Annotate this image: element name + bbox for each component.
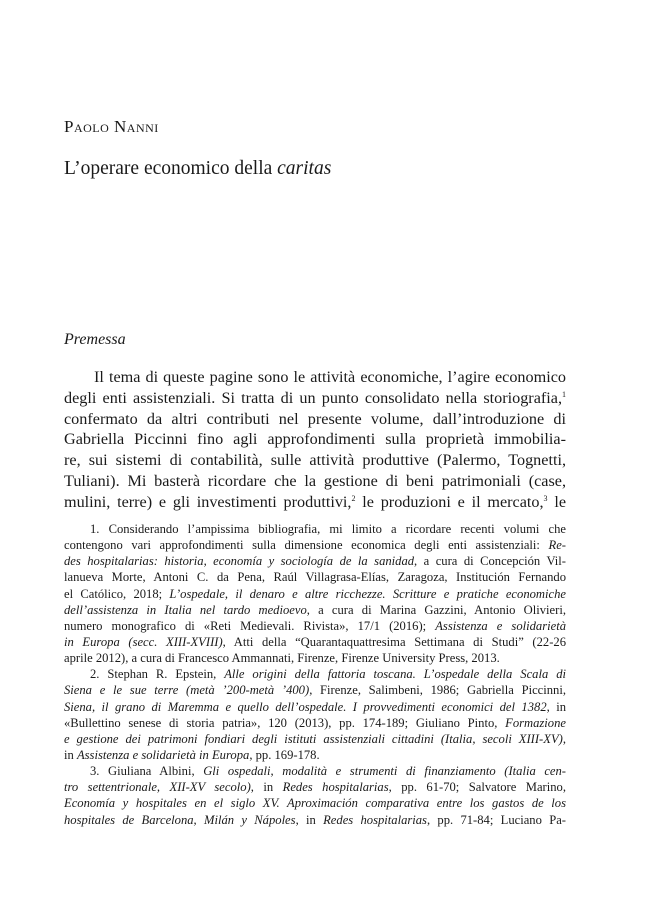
- footnote-line: [64, 618, 566, 634]
- footnote-line: [64, 812, 566, 828]
- italic-text: L’ospedale, il denaro e altre ricchezze. Scritture e pratiche economiche: [169, 586, 566, 601]
- footnote-line: [64, 569, 566, 585]
- footnote-line: [64, 747, 566, 763]
- footnote-line: [64, 553, 566, 569]
- text-run: Gabriella Piccinni fino agli approfondimenti sulla proprietà immobilia-: [64, 430, 566, 449]
- italic-text: Redes hospitalarias: [282, 780, 389, 795]
- text-run: mulini, terre) e gli investimenti produttivi,: [64, 492, 352, 511]
- chapter-title-main: L’operare economico della: [64, 158, 278, 179]
- footnote-line: [64, 521, 566, 537]
- italic-text: Redes hospitalarias: [323, 812, 427, 827]
- footnote-ref: 2: [351, 493, 356, 503]
- body-line: [64, 388, 566, 409]
- text-run: le: [547, 492, 567, 511]
- body-line: [64, 450, 566, 471]
- footnote-line: [64, 602, 566, 618]
- body-line: [64, 429, 566, 450]
- italic-text: in Europa (secc. XIII-XVIII): [64, 634, 223, 649]
- text-run: ,: [562, 731, 566, 746]
- text-run: confermato da altri contributi nel presente volume, dall’introduzione di: [64, 409, 566, 428]
- text-run: re, sui sistemi di contabilità, sulle attività produttive (Palermo, Tognetti,: [64, 451, 566, 470]
- footnote-line: [64, 795, 566, 811]
- footnote-line: [64, 682, 566, 698]
- text-run: , a cura di Marina Gazzini, Antonio Olivieri,: [306, 602, 566, 617]
- footnote-line: [64, 715, 566, 731]
- text-run: , in: [250, 780, 283, 795]
- italic-text: Siena, il grano di Maremma e quello dell’ospedale. I provvedimenti economici del 1382: [64, 699, 547, 714]
- section-heading: Premessa: [64, 331, 126, 348]
- italic-text: Re-: [548, 538, 566, 553]
- italic-text: Assistenza e solidarietà: [435, 618, 566, 633]
- footnote-line: [64, 650, 566, 666]
- text-run: , Firenze, Salimbeni, 1986; Gabriella Piccinni,: [309, 683, 567, 698]
- italic-text: e gestione dei patrimoni fondiari degli istituti assistenziali cittadini (Italia, secoli XIII-XV): [64, 731, 563, 746]
- footnotes: [64, 521, 566, 828]
- text-run: , Atti della “Quarantaquattresima Settimana di Studi” (22-26: [222, 634, 567, 649]
- italic-text: hospitales de Barcelona, Milán y Nápoles: [64, 812, 296, 827]
- text-run: in: [64, 747, 77, 762]
- body-line: [64, 367, 566, 388]
- text-run: lanueva Morte, Antoni C. da Pena, Raúl Villagrasa-Elías, Zaragoza, Institución Fernando: [64, 570, 566, 585]
- italic-text: des hospitalarias: historia, economía y sociología de la sanidad: [64, 554, 415, 569]
- chapter-title-italic: caritas: [277, 158, 332, 179]
- italic-text: Formazione: [505, 715, 566, 730]
- italic-text: Economía y hospitales en el siglo XV. Aproximación comparativa entre los gastos de los: [64, 796, 566, 811]
- italic-text: Assistenza e solidarietà in Europa: [76, 747, 250, 762]
- text-run: numero monografico di «Reti Medievali. Rivista», 17/1 (2016);: [64, 618, 436, 633]
- text-run: aprile 2012), a cura di Francesco Ammannati, Firenze, Firenze University Press, 2013.: [64, 651, 500, 666]
- text-run: le produzioni e il mercato,: [355, 492, 544, 511]
- body-line: [64, 471, 566, 492]
- text-run: 2. Stephan R. Epstein,: [90, 667, 225, 682]
- text-run: , pp. 61-70; Salvatore Marino,: [388, 780, 566, 795]
- footnote-line: [64, 586, 566, 602]
- footnote-ref: 3: [543, 493, 548, 503]
- text-run: , a cura di Concepción Vil-: [414, 554, 566, 569]
- footnote-line: [64, 731, 566, 747]
- chapter-title: [64, 158, 331, 180]
- footnote-line: [64, 634, 566, 650]
- footnote-line: [64, 763, 566, 779]
- italic-text: Siena e le sue terre (metà ’200-metà ’400): [64, 683, 310, 698]
- text-run: degli enti assistenziali. Si tratta di un punto consolidato nella storiografia,: [64, 388, 562, 407]
- text-run: Tuliani). Mi basterà ricordare che la gestione di beni patrimoniali (case,: [64, 471, 566, 490]
- footnote-line: [64, 666, 566, 682]
- italic-text: Gli ospedali, modalità e strumenti di finanziamento (Italia cen-: [203, 764, 566, 779]
- italic-text: dell’assistenza in Italia nel tardo medioevo: [64, 602, 307, 617]
- text-run: , in: [546, 699, 566, 714]
- body-line: [64, 492, 566, 513]
- text-run: «Bullettino senese di storia patria», 120 (2013), pp. 174-189; Giuliano Pinto,: [64, 715, 506, 730]
- text-run: , in: [295, 812, 324, 827]
- text-run: 1. Considerando l’ampissima bibliografia, mi limito a ricordare recenti volumi che: [90, 522, 566, 536]
- italic-text: Alle origini della fattoria toscana. L’ospedale della Scala di: [224, 667, 566, 682]
- body-paragraph: [64, 367, 566, 513]
- footnote-line: [64, 779, 566, 795]
- body-line: [64, 409, 566, 430]
- text-run: Il tema di queste pagine sono le attività economiche, l’agire economico: [94, 368, 566, 386]
- text-run: el Católico, 2018;: [64, 586, 170, 601]
- chapter-author: Paolo Nanni: [64, 117, 159, 136]
- text-run: , pp. 71-84; Luciano Pa-: [426, 812, 566, 827]
- text-run: contengono vari approfondimenti sulla dimensione economica degli enti assistenziali:: [64, 538, 549, 553]
- footnote-line: [64, 699, 566, 715]
- italic-text: tro settentrionale, XII-XV secolo): [64, 780, 251, 795]
- text-run: 3. Giuliana Albini,: [90, 764, 204, 779]
- footnote-line: [64, 537, 566, 553]
- text-run: , pp. 169-178.: [249, 747, 320, 762]
- footnote-ref: 1: [562, 389, 566, 399]
